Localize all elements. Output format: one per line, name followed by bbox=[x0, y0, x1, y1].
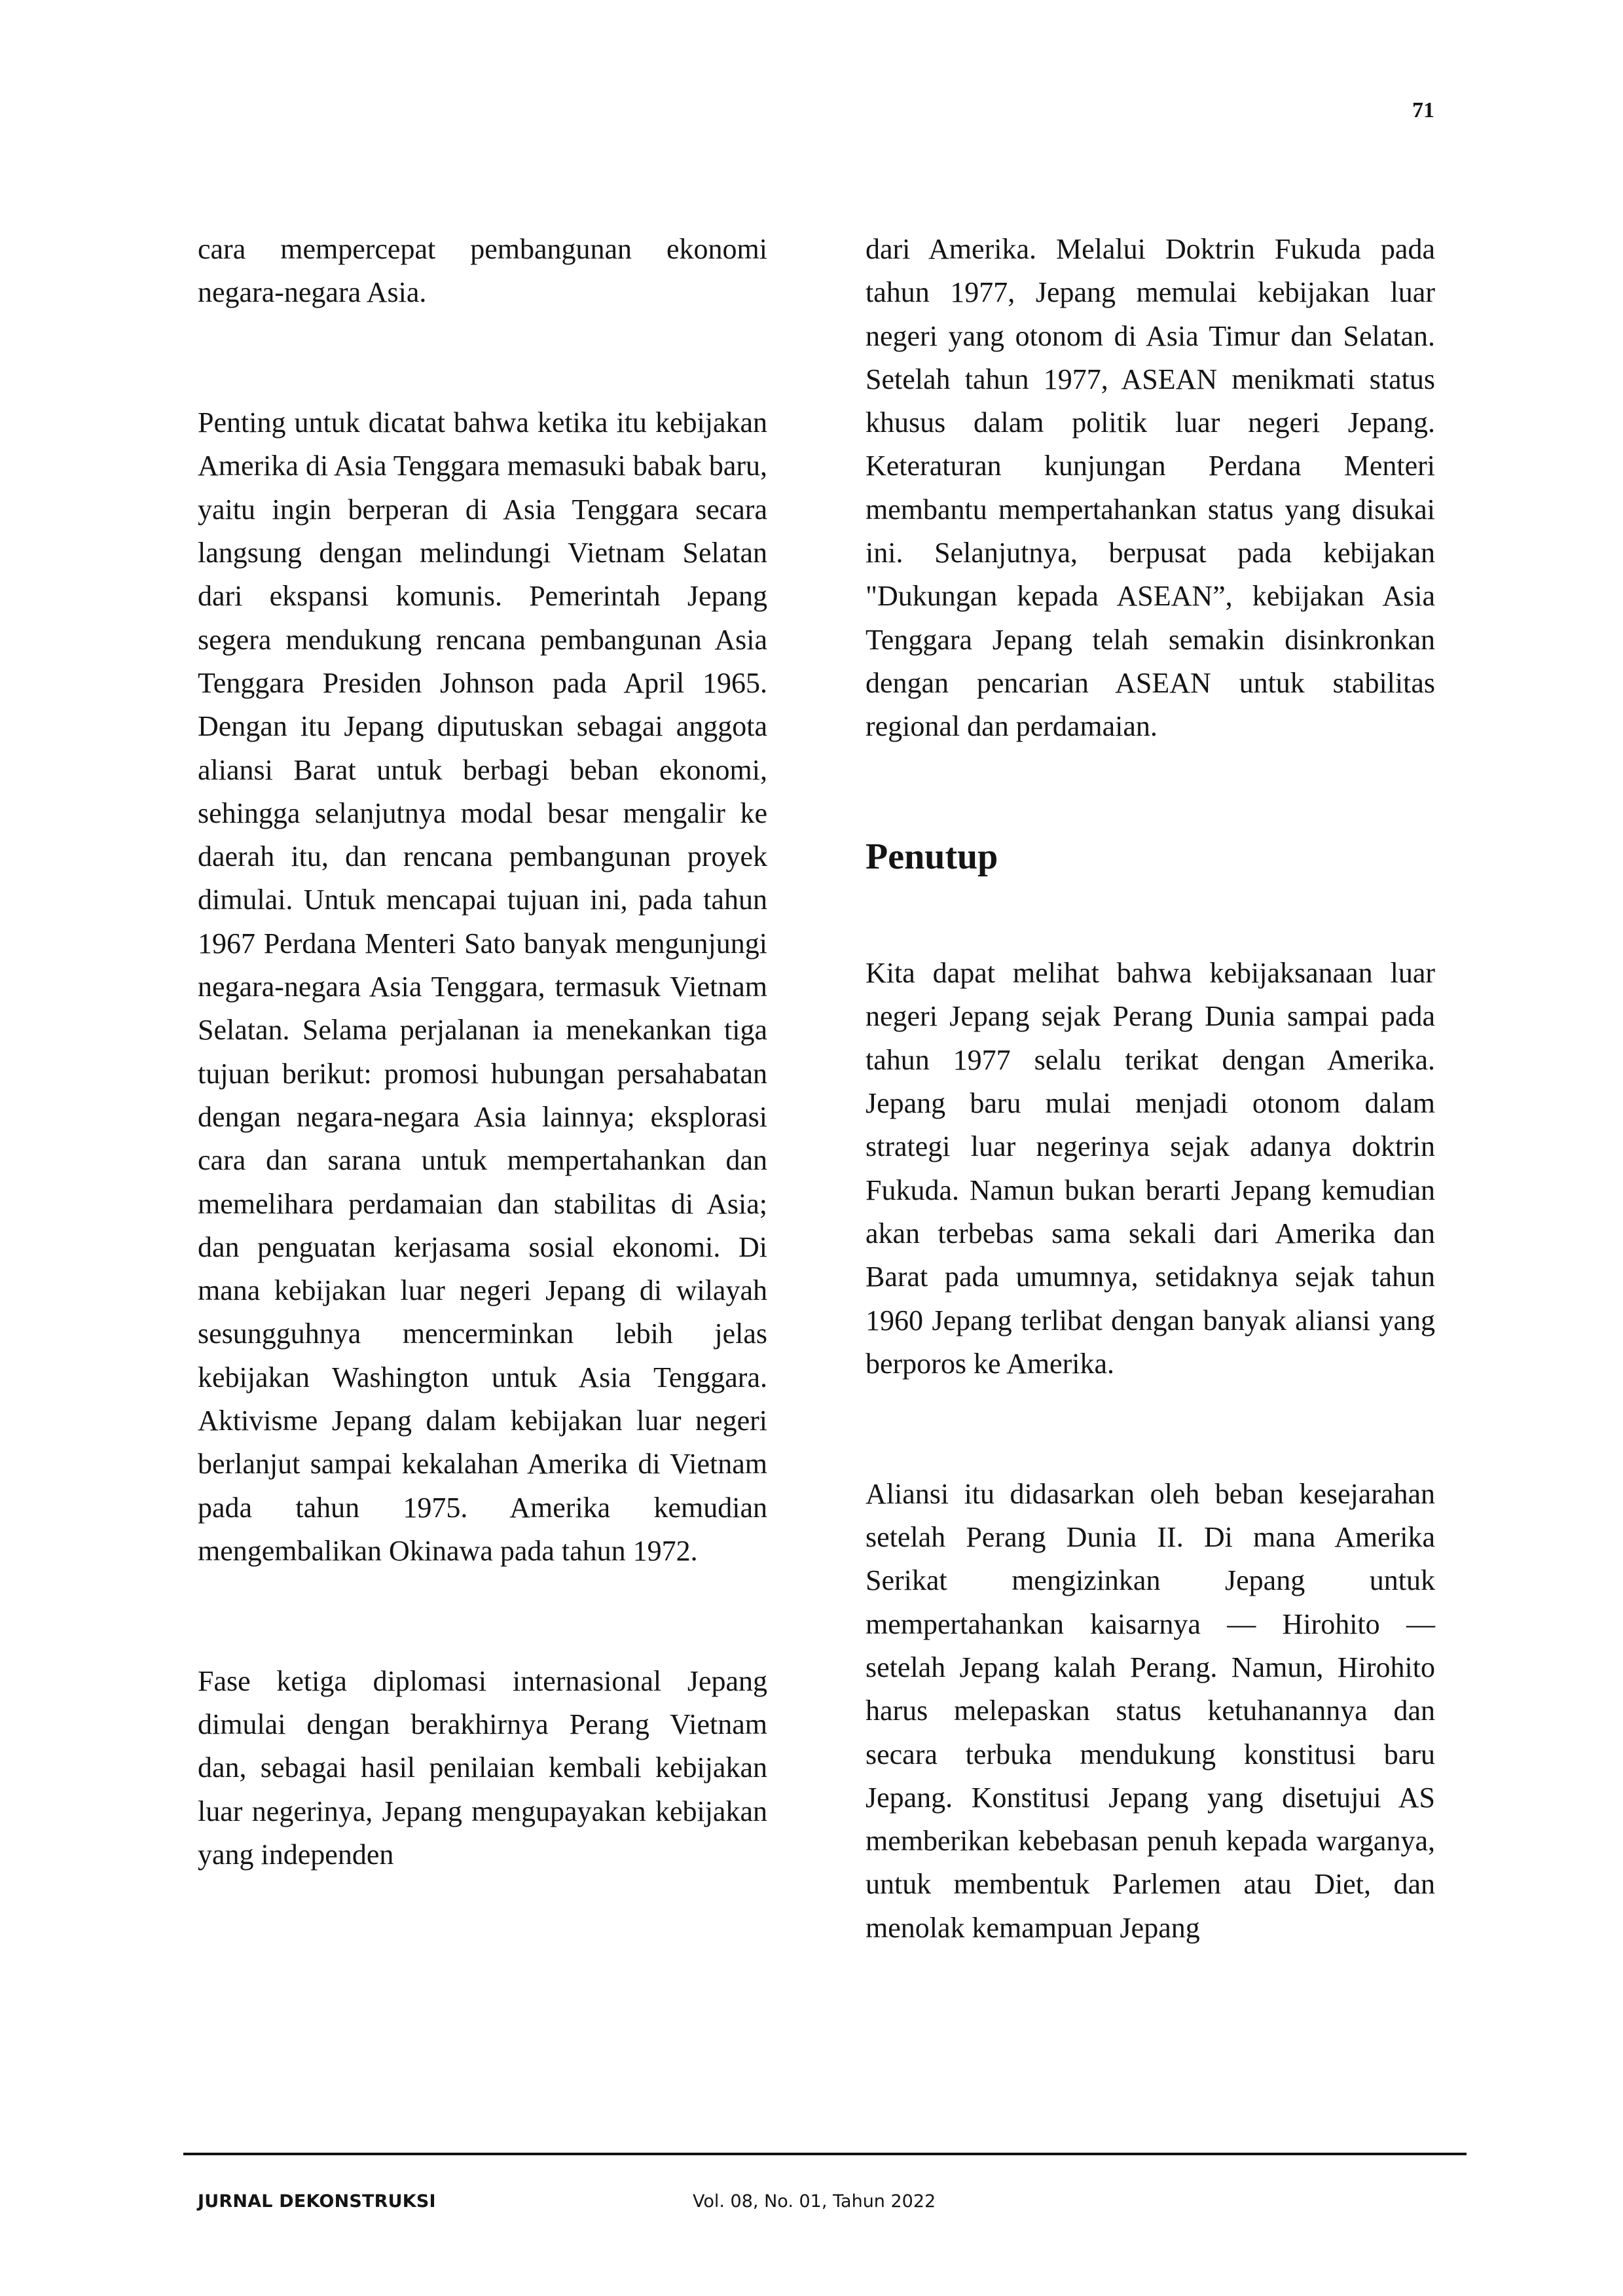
left-paragraph-3: Fase ketiga diplomasi internasional Jepang dimulai dengan berakhirnya Perang Vietnam dan, sebagai hasil penilaian kembali kebijakan luar negerinya, Jepang mengupayakan kebijakan yang independen bbox=[198, 1664, 767, 1871]
right-text-column bbox=[866, 228, 1435, 1950]
penutup-paragraph-2: Aliansi itu didasarkan oleh beban kesejarahan setelah Perang Dunia II. Di mana Amerika Serikat mengizinkan Jepang untuk mempertahankan kaisarnya — Hirohito — setelah Jepang kalah Perang. Namun, Hirohito harus melepaskan status ketuhanannya dan secara terbuka mendukung konstitusi baru Jepang. Konstitusi Jepang yang disetujui AS memberikan kebebasan penuh kepada warganya, untuk membentuk Parlemen atau Diet, dan menolak kemampuan Jepang bbox=[866, 1477, 1435, 1944]
footer-volume-info: Vol. 08, No. 01, Tahun 2022 bbox=[693, 2191, 936, 2212]
penutup-paragraph-1: Kita dapat melihat bahwa kebijaksanaan luar negeri Jepang sejak Perang Dunia sampai pada tahun 1977 selalu terikat dengan Amerika. Jepang baru mulai menjadi otonom dalam strategi luar negerinya sejak adanya doktrin Fukuda. Namun bukan berarti Jepang kemudian akan terbebas sama sekali dari Amerika dan Barat pada umumnya, setidaknya sejak tahun 1960 Jepang terlibat dengan banyak aliansi yang berporos ke Amerika. bbox=[866, 957, 1435, 1380]
footer-divider bbox=[183, 2153, 1467, 2155]
footer-journal-name: JURNAL DEKONSTRUKSI bbox=[198, 2191, 436, 2212]
left-paragraph-1: cara mempercepat pembangunan ekonomi negara-negara Asia. bbox=[198, 233, 767, 309]
page-number: 71 bbox=[1412, 98, 1434, 122]
left-paragraph-2: Penting untuk dicatat bahwa ketika itu kebijakan Amerika di Asia Tenggara memasuki babak baru, yaitu ingin berperan di Asia Tenggara secara langsung dengan melindungi Vietnam Selatan dari ekspansi komunis. Pemerintah Jepang segera mendukung rencana pembangunan Asia Tenggara Presiden Johnson pada April 1965. Dengan itu Jepang diputuskan sebagai anggota aliansi Barat untuk berbagi beban ekonomi, sehingga selanjutnya modal besar mengalir ke daerah itu, dan rencana pembangunan proyek dimulai. Untuk mencapai tujuan ini, pada tahun 1967 Perdana Menteri Sato banyak mengunjungi negara-negara Asia Tenggara, termasuk Vietnam Selatan. Selama perjalanan ia menekankan tiga tujuan berikut: promosi hubungan persahabatan dengan negara-negara Asia lainnya; eksplorasi cara dan sarana untuk mempertahankan dan memelihara perdamaian dan stabilitas di Asia; dan penguatan kerjasama sosial ekonomi. Di mana kebijakan luar negeri Jepang di wilayah sesungguhnya mencerminkan lebih jelas kebijakan Washington untuk Asia Tenggara. Aktivisme Jepang dalam kebijakan luar negeri berlanjut sampai kekalahan Amerika di Vietnam pada tahun 1975. Amerika kemudian mengembalikan Okinawa pada tahun 1972. bbox=[198, 406, 767, 1567]
right-paragraph-1: dari Amerika. Melalui Doktrin Fukuda pada tahun 1977, Jepang memulai kebijakan luar negeri yang otonom di Asia Timur dan Selatan. Setelah tahun 1977, ASEAN menikmati status khusus dalam politik luar negeri Jepang. Keteraturan kunjungan Perdana Menteri membantu mempertahankan status yang disukai ini. Selanjutnya, berpusat pada kebijakan "Dukungan kepada ASEAN”, kebijakan Asia Tenggara Jepang telah semakin disinkronkan dengan pencarian ASEAN untuk stabilitas regional dan perdamaian. bbox=[866, 233, 1435, 743]
section-heading-penutup: Penutup bbox=[866, 836, 998, 878]
left-text-column bbox=[198, 228, 767, 1876]
